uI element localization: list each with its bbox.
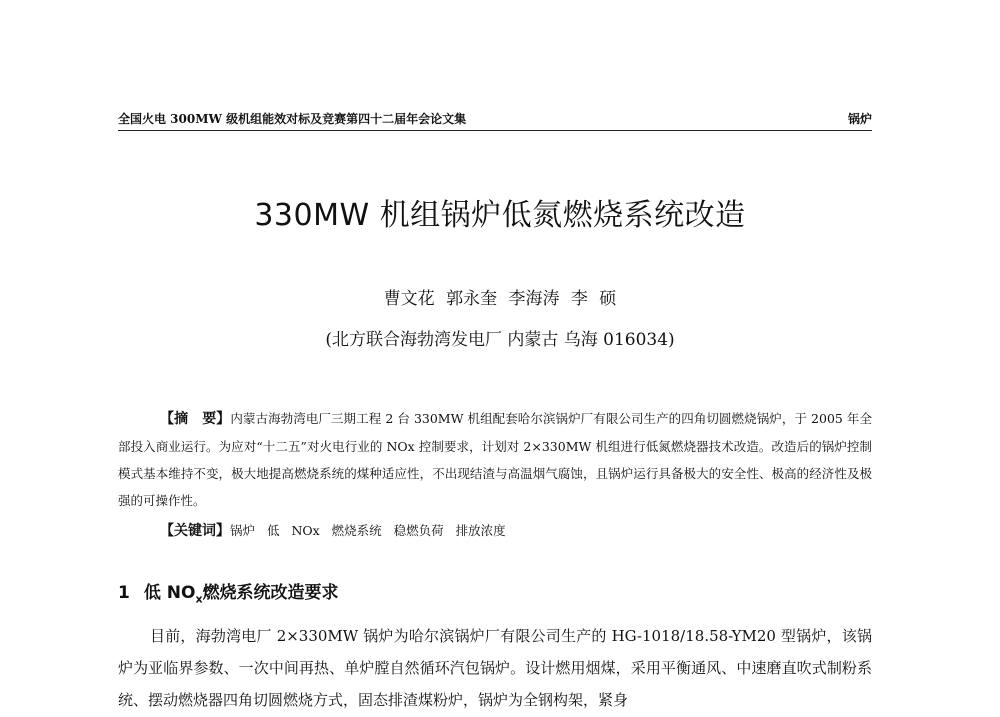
header-section-label: 锅炉 <box>847 112 872 126</box>
author-affiliation: (北方联合海勃湾发电厂 内蒙古 乌海 016034) <box>325 330 675 350</box>
running-header <box>118 108 872 131</box>
section-number: 1 <box>118 583 130 603</box>
keywords-label: 【关键词】 <box>160 523 230 539</box>
abstract <box>118 405 872 514</box>
abstract-text: 内蒙古海勃湾电厂三期工程 2 台 330MW 机组配套哈尔滨锅炉厂有限公司生产的四角切圆燃烧锅炉，于 2005 年全部投入商业运行。为应对“十二五”对火电行业的 NOx 控制要求，计划对 2×330MW 机组进行低氮燃烧器技术改造。改造后的锅炉控制模式基本维持不变，极大地提高燃烧系统的煤种适应性，不出现结渣与高温烟气腐蚀，且锅炉运行具备极大的安全性、极高的经济性及极强的可操作性。 <box>118 411 872 508</box>
keywords <box>160 520 872 540</box>
section-title-subscript: x <box>195 592 203 606</box>
section-title-pre: 低 NO <box>143 583 196 603</box>
section-1-heading <box>118 578 339 605</box>
abstract-label: 【摘 要】 <box>160 411 231 427</box>
paper-title: 330MW 机组锅炉低氮燃烧系统改造 <box>254 198 746 233</box>
keywords-text: 锅炉 低 NOx 燃烧系统 稳燃负荷 排放浓度 <box>230 523 506 538</box>
header-proceedings-title: 全国火电 300MW 级机组能效对标及竞赛第四十二届年会论文集 <box>118 112 467 126</box>
author-list: 曹文花 郭永奎 李海涛 李 硕 <box>383 289 617 309</box>
section-title-post: 燃烧系统改造要求 <box>202 583 339 603</box>
body-paragraph: 目前，海勃湾电厂 2×330MW 锅炉为哈尔滨锅炉厂有限公司生产的 HG-1018/18.58-YM20 型锅炉，该锅炉为亚临界参数、一次中间再热、单炉膛自然循环汽包锅炉。设计燃用烟煤，采用平衡通风、中速磨直吹式制粉系统、摆动燃烧器四角切圆燃烧方式，固态排渣煤粉炉，锅炉为全钢构架，紧身 <box>118 627 872 709</box>
